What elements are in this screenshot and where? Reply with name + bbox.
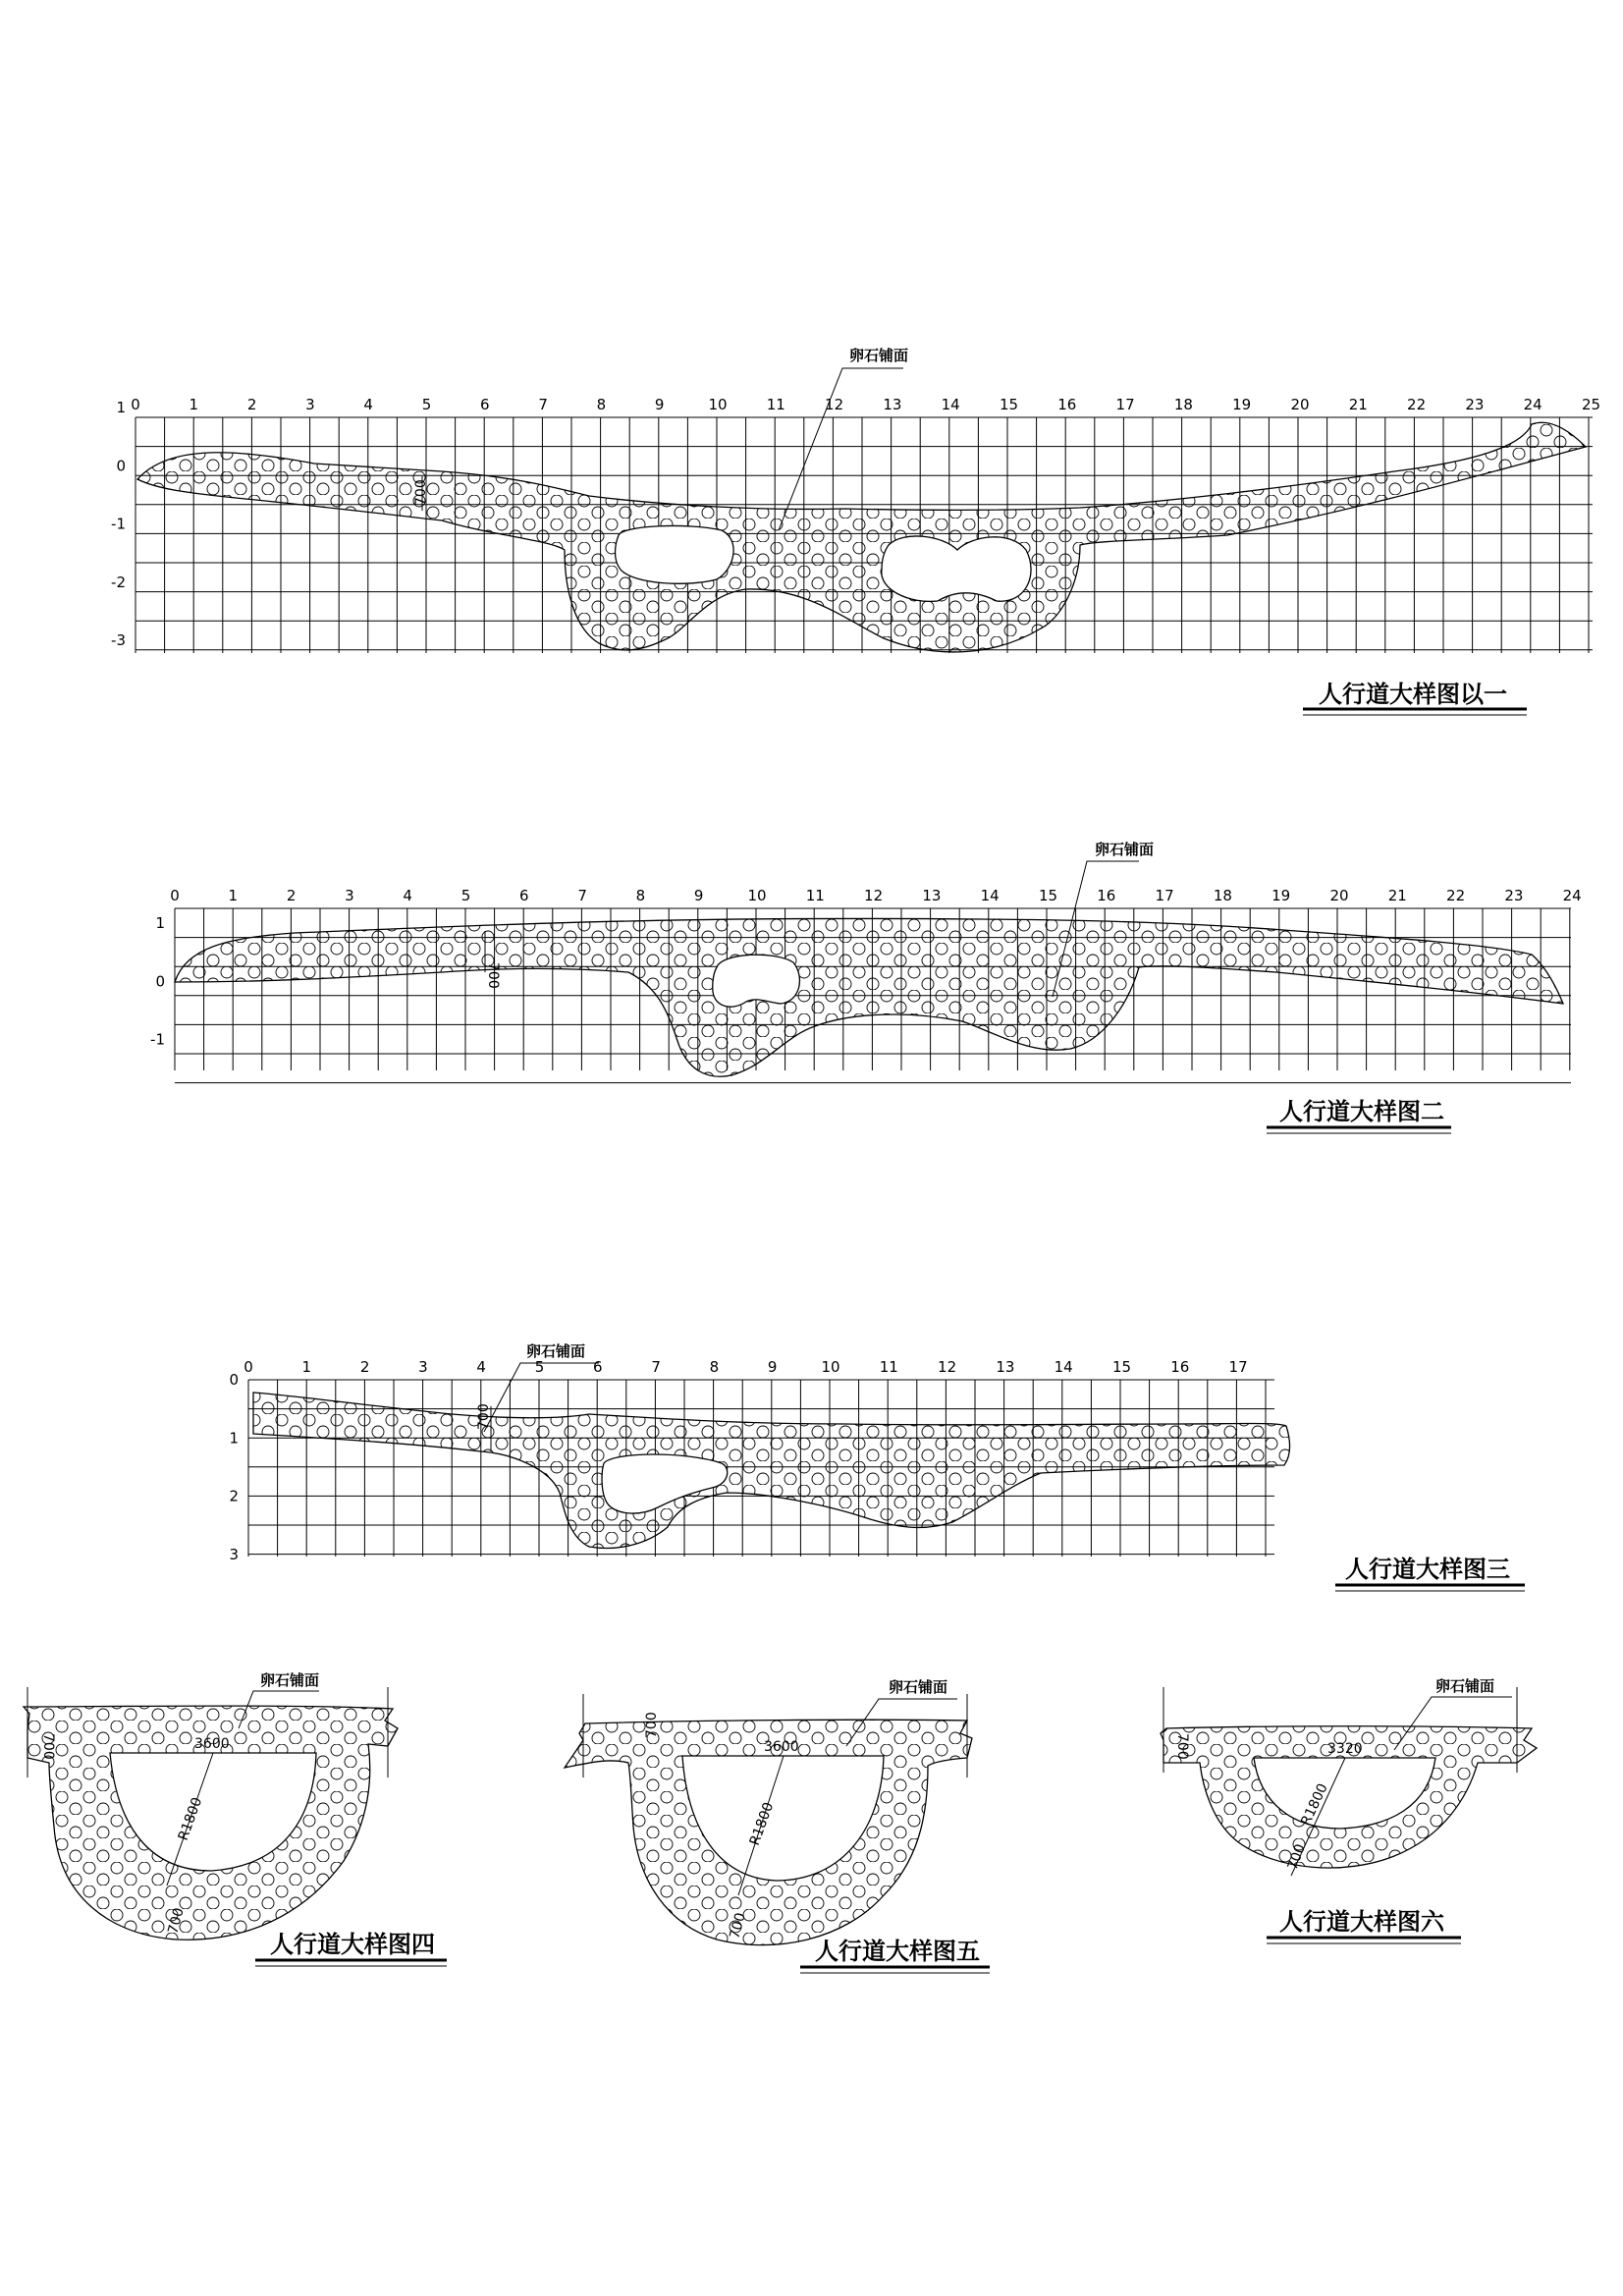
detail-1 <box>111 347 1600 715</box>
x-tick-label: 5 <box>421 396 432 413</box>
x-tick-label: 0 <box>243 1358 253 1376</box>
x-tick-label: 23 <box>1465 396 1485 413</box>
x-tick-label: 15 <box>1038 887 1058 904</box>
y-tick-label: -1 <box>150 1030 165 1049</box>
x-tick-label: 24 <box>1523 396 1542 413</box>
x-tick-label: 7 <box>651 1358 661 1376</box>
detail-4-span: 3600 <box>194 1736 230 1752</box>
x-tick-label: 6 <box>519 887 529 904</box>
detail-6-label: 卵石铺面 <box>1435 1677 1495 1695</box>
x-tick-label: 2 <box>246 396 257 413</box>
x-tick-label: 15 <box>999 396 1019 413</box>
detail-4-radius: R1800 <box>175 1795 206 1843</box>
detail-3 <box>229 1342 1525 1591</box>
detail-6-span: 3320 <box>1327 1741 1363 1757</box>
detail-1-leader <box>779 368 903 530</box>
x-tick-label: 8 <box>709 1358 720 1376</box>
y-tick-label: 2 <box>229 1487 239 1505</box>
detail-2-label: 卵石铺面 <box>1095 841 1155 858</box>
x-tick-label: 3 <box>418 1358 428 1376</box>
y-tick-label: -3 <box>111 631 126 650</box>
detail-5-title: 人行道大样图五 <box>815 1938 980 1965</box>
detail-5-dim-bottom: 700 <box>727 1911 749 1941</box>
x-tick-label: 6 <box>593 1358 603 1376</box>
detail-6-radius: R1800 <box>1298 1780 1331 1829</box>
detail-5-label: 卵石铺面 <box>889 1678 948 1696</box>
detail-3-y-ticks <box>229 1371 239 1563</box>
x-tick-label: 17 <box>1228 1358 1248 1376</box>
detail-5-radius: R1800 <box>746 1800 778 1848</box>
detail-6-title: 人行道大样图六 <box>1279 1908 1444 1936</box>
x-tick-label: 16 <box>1097 887 1116 904</box>
y-tick-label: 0 <box>155 972 165 991</box>
x-tick-label: 1 <box>228 887 239 904</box>
detail-1-label: 卵石铺面 <box>849 347 909 364</box>
x-tick-label: 10 <box>708 396 728 413</box>
x-tick-label: 20 <box>1329 887 1349 904</box>
detail-5-span: 3600 <box>764 1739 799 1755</box>
x-tick-label: 2 <box>359 1358 370 1376</box>
x-tick-label: 17 <box>1115 396 1135 413</box>
x-tick-label: 9 <box>693 887 704 904</box>
detail-1-pebble-hole-1 <box>616 525 734 583</box>
x-tick-label: 9 <box>767 1358 778 1376</box>
x-tick-label: 5 <box>534 1358 545 1376</box>
detail-4-title: 人行道大样图四 <box>270 1931 435 1958</box>
detail-4-dim-top: 700 <box>40 1733 56 1760</box>
x-tick-label: 11 <box>805 887 825 904</box>
x-tick-label: 6 <box>480 396 490 413</box>
detail-5-dim-top: 700 <box>644 1712 660 1738</box>
x-tick-label: 21 <box>1348 396 1368 413</box>
x-tick-label: 11 <box>766 396 785 413</box>
detail-6 <box>1161 1677 1537 1943</box>
x-tick-label: 0 <box>131 396 140 413</box>
detail-3-pebble-hole <box>602 1454 728 1513</box>
detail-3-label: 卵石铺面 <box>526 1342 586 1360</box>
detail-2-x-ticks <box>170 887 1582 904</box>
detail-1-x-ticks <box>131 396 1600 413</box>
detail-2-y-ticks <box>150 914 165 1049</box>
y-tick-label: 1 <box>116 399 126 416</box>
detail-3-dim: 700 <box>476 1403 492 1430</box>
x-tick-label: 19 <box>1271 887 1291 904</box>
x-tick-label: 14 <box>941 396 960 413</box>
x-tick-label: 3 <box>345 887 354 904</box>
x-tick-label: 25 <box>1581 396 1601 413</box>
detail-5 <box>565 1678 990 1973</box>
detail-6-dim-bottom: 700 <box>1284 1841 1309 1873</box>
x-tick-label: 19 <box>1232 396 1252 413</box>
x-tick-label: 13 <box>922 887 942 904</box>
detail-2 <box>150 841 1582 1133</box>
y-tick-label: 0 <box>116 457 126 475</box>
x-tick-label: 7 <box>577 887 587 904</box>
x-tick-label: 1 <box>189 396 199 413</box>
x-tick-label: 2 <box>286 887 297 904</box>
detail-4 <box>24 1671 447 1966</box>
x-tick-label: 15 <box>1111 1358 1132 1376</box>
detail-1-title: 人行道大样图以一 <box>1319 681 1507 708</box>
x-tick-label: 17 <box>1155 887 1174 904</box>
x-tick-label: 22 <box>1407 396 1427 413</box>
detail-2-title: 人行道大样图二 <box>1279 1098 1444 1125</box>
x-tick-label: 18 <box>1173 396 1193 413</box>
detail-2-pebble-hole <box>713 955 800 1007</box>
x-tick-label: 4 <box>476 1358 486 1376</box>
x-tick-label: 9 <box>654 396 665 413</box>
y-tick-label: -1 <box>111 515 126 533</box>
x-tick-label: 23 <box>1504 887 1524 904</box>
detail-6-dim-top: 700 <box>1174 1733 1190 1760</box>
x-tick-label: 13 <box>996 1358 1015 1376</box>
y-tick-label: 1 <box>155 914 165 932</box>
x-tick-label: 12 <box>864 887 884 904</box>
detail-4-label: 卵石铺面 <box>260 1671 320 1689</box>
detail-1-dim: 700 <box>413 479 429 506</box>
x-tick-label: 21 <box>1387 887 1407 904</box>
y-tick-label: 3 <box>229 1545 239 1563</box>
x-tick-label: 13 <box>883 396 902 413</box>
x-tick-label: 8 <box>596 396 607 413</box>
detail-4-dim-bottom: 700 <box>165 1906 188 1937</box>
detail-3-x-ticks <box>243 1358 1247 1376</box>
x-tick-label: 11 <box>879 1358 898 1376</box>
detail-1-y-ticks <box>111 399 126 649</box>
x-tick-label: 4 <box>403 887 412 904</box>
x-tick-label: 16 <box>1057 396 1077 413</box>
detail-2-pebble-path <box>175 918 1563 1076</box>
y-tick-label: 1 <box>229 1429 239 1448</box>
x-tick-label: 7 <box>538 396 548 413</box>
x-tick-label: 4 <box>363 396 373 413</box>
x-tick-label: 20 <box>1290 396 1310 413</box>
x-tick-label: 8 <box>635 887 646 904</box>
y-tick-label: -2 <box>111 573 126 591</box>
detail-3-title: 人行道大样图三 <box>1345 1556 1510 1583</box>
x-tick-label: 24 <box>1562 887 1582 904</box>
x-tick-label: 22 <box>1446 887 1466 904</box>
x-tick-label: 5 <box>460 887 471 904</box>
x-tick-label: 18 <box>1213 887 1232 904</box>
x-tick-label: 10 <box>821 1358 840 1376</box>
x-tick-label: 14 <box>980 887 1000 904</box>
x-tick-label: 0 <box>170 887 180 904</box>
x-tick-label: 10 <box>747 887 767 904</box>
x-tick-label: 12 <box>825 396 844 413</box>
x-tick-label: 14 <box>1054 1358 1073 1376</box>
detail-2-dim: 700 <box>485 962 501 989</box>
x-tick-label: 3 <box>305 396 315 413</box>
x-tick-label: 12 <box>938 1358 957 1376</box>
x-tick-label: 16 <box>1170 1358 1190 1376</box>
y-tick-label: 0 <box>229 1371 239 1389</box>
x-tick-label: 1 <box>301 1358 312 1376</box>
